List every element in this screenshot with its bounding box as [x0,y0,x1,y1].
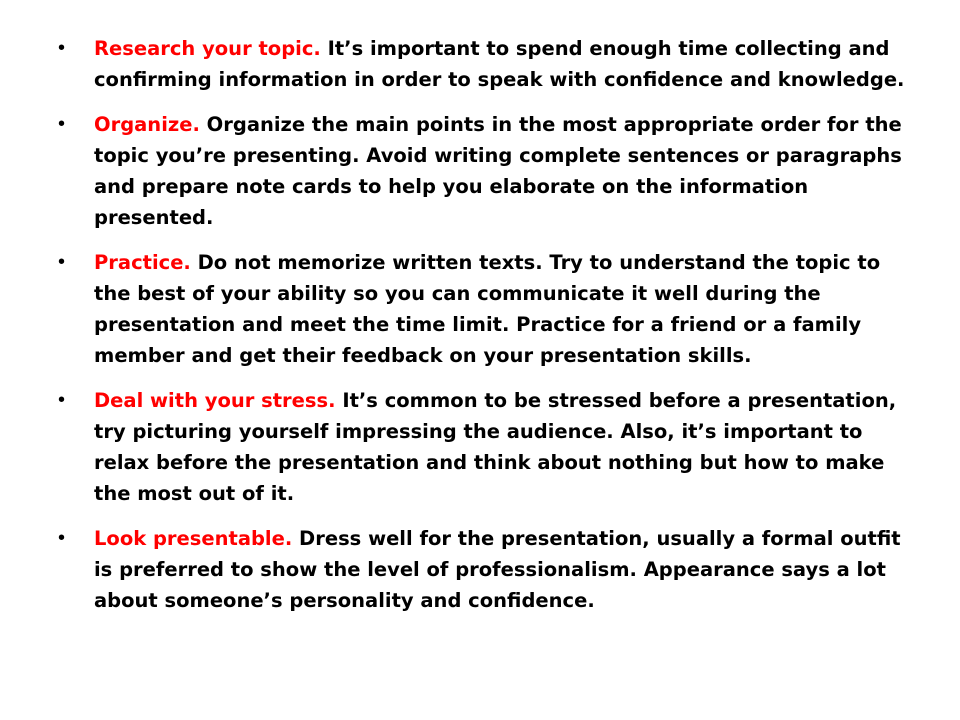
bullet-text: It’s common to be stressed before a presentation, try picturing yourself impressing the audience. Also, it’s important to relax before the presentation and think about nothing but how to make the most out of it. [94,389,897,505]
bullet-dot-icon: • [58,251,66,273]
bullet-item-presentable [58,523,918,616]
bullet-text: Dress well for the presentation, usually a formal outfit is preferred to show the level of professionalism. Appearance says a lot about someone’s personality and confidence. [94,527,901,612]
bullet-lead: Deal with your stress. [94,389,336,412]
bullet-lead: Practice. [94,251,191,274]
bullet-lead: Look presentable. [94,527,293,550]
bullet-item-research [58,33,918,95]
bullet-dot-icon: • [58,389,66,411]
bullet-dot-icon: • [58,527,66,549]
bullet-lead: Research your topic. [94,37,321,60]
bullet-dot-icon: • [58,37,66,59]
bullet-item-organize [58,109,918,233]
bullet-text: Organize the main points in the most appropriate order for the topic you’re presenting. Avoid writing complete sentences or paragraphs and prepare note cards to help you elaborate on the information presented. [94,113,902,229]
bullet-text: It’s important to spend enough time collecting and confirming information in order to speak with confidence and knowledge. [94,37,905,91]
bullet-lead: Organize. [94,113,200,136]
bullet-item-practice [58,247,918,371]
bullet-list [58,33,918,630]
bullet-text: Do not memorize written texts. Try to understand the topic to the best of your ability so you can communicate it well during the presentation and meet the time limit. Practice for a friend or a family member and get their feedback on your presentation skills. [94,251,881,367]
bullet-dot-icon: • [58,113,66,135]
bullet-item-stress [58,385,918,509]
